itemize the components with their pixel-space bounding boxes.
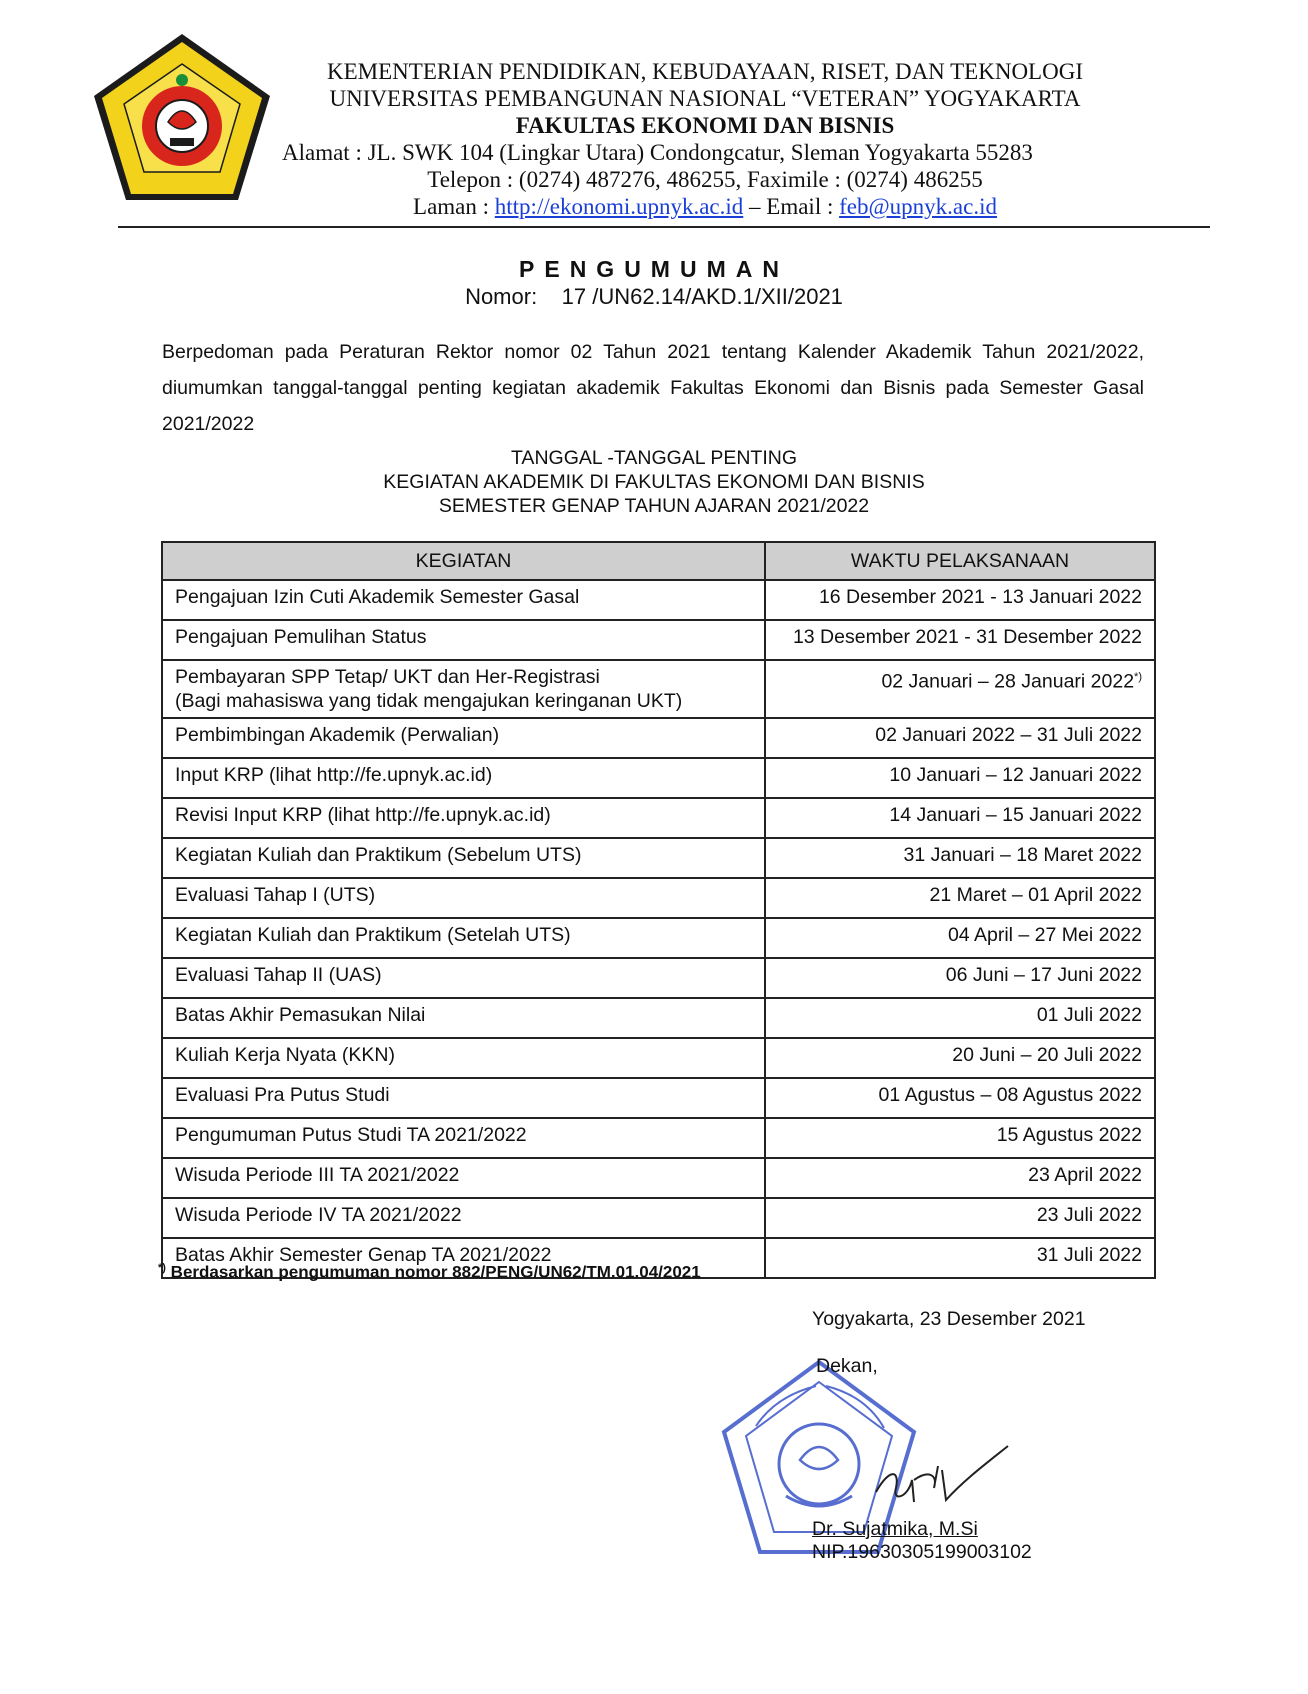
- table-row: [162, 1118, 1155, 1158]
- faculty-name: FAKULTAS EKONOMI DAN BISNIS: [515, 113, 895, 138]
- activity-note: (Bagi mahasiswa yang tidak mengajukan keringanan UKT): [175, 690, 683, 712]
- time-text: 02 Januari – 28 Januari 2022: [881, 670, 1135, 693]
- activity-cell: Pengajuan Izin Cuti Akademik Semester Gasal: [162, 580, 765, 620]
- footnote-marker: *): [158, 1262, 166, 1274]
- table-row: [162, 1078, 1155, 1118]
- table-row: [162, 1038, 1155, 1078]
- activity-cell: Pengumuman Putus Studi TA 2021/2022: [162, 1118, 765, 1158]
- time-cell: 01 Juli 2022: [765, 998, 1155, 1038]
- time-cell: 14 Januari – 15 Januari 2022: [765, 798, 1155, 838]
- time-cell: 21 Maret – 01 April 2022: [765, 878, 1155, 918]
- time-cell: [765, 660, 1155, 718]
- university-name: UNIVERSITAS PEMBANGUNAN NASIONAL “VETERAN” YOGYAKARTA: [329, 86, 1081, 111]
- activity-text: Pembayaran SPP Tetap/ UKT dan Her-Registrasi: [175, 666, 600, 688]
- activity-cell: [162, 660, 765, 718]
- table-row: [162, 958, 1155, 998]
- website-link[interactable]: http://ekonomi.upnyk.ac.id: [494, 194, 744, 219]
- letterhead-divider: [118, 226, 1210, 228]
- address-line: Alamat : JL. SWK 104 (Lingkar Utara) Condongcatur, Sleman Yogyakarta 55283: [282, 140, 1033, 165]
- activity-cell: Pembimbingan Akademik (Perwalian): [162, 718, 765, 758]
- time-cell: 10 Januari – 12 Januari 2022: [765, 758, 1155, 798]
- schedule-heading-line: SEMESTER GENAP TAHUN AJARAN 2021/2022: [438, 495, 870, 517]
- schedule-table: [161, 541, 1156, 1279]
- signatory-name: Dr. Sujatmika, M.Si: [812, 1518, 978, 1540]
- schedule-heading-line: TANGGAL -TANGGAL PENTING: [510, 447, 798, 469]
- footnote-marker: *): [1134, 671, 1142, 683]
- university-logo: [88, 30, 276, 204]
- time-cell: 01 Agustus – 08 Agustus 2022: [765, 1078, 1155, 1118]
- time-cell: 23 Juli 2022: [765, 1198, 1155, 1238]
- table-row: [162, 878, 1155, 918]
- intro-paragraph: Berpedoman pada Peraturan Rektor nomor 02 Tahun 2021 tentang Kalender Akademik Tahun 2021/2022, diumumkan tanggal-tanggal penting kegiatan akademik Fakultas Ekonomi dan Bisnis pada Semester Gasal 2021/2022: [162, 341, 1144, 435]
- activity-cell: Evaluasi Pra Putus Studi: [162, 1078, 765, 1118]
- announcement-number: Nomor: 17 /UN62.14/AKD.1/XII/2021: [465, 284, 843, 309]
- column-header-time: WAKTU PELAKSANAAN: [765, 542, 1155, 580]
- signatory-nip: NIP.19630305199003102: [812, 1541, 1032, 1563]
- email-label: – Email :: [743, 194, 840, 219]
- time-cell: 13 Desember 2021 - 31 Desember 2022: [765, 620, 1155, 660]
- table-row: [162, 998, 1155, 1038]
- letterhead: [270, 58, 1140, 220]
- table-row: [162, 798, 1155, 838]
- activity-cell: Evaluasi Tahap I (UTS): [162, 878, 765, 918]
- footnote: [158, 1262, 701, 1283]
- activity-cell: Revisi Input KRP (lihat http://fe.upnyk.ac.id): [162, 798, 765, 838]
- time-cell: 31 Januari – 18 Maret 2022: [765, 838, 1155, 878]
- activity-cell: Batas Akhir Pemasukan Nilai: [162, 998, 765, 1038]
- time-cell: 02 Januari 2022 – 31 Juli 2022: [765, 718, 1155, 758]
- ministry-name: KEMENTERIAN PENDIDIKAN, KEBUDAYAAN, RISET, DAN TEKNOLOGI: [327, 59, 1083, 84]
- activity-cell: Wisuda Periode IV TA 2021/2022: [162, 1198, 765, 1238]
- email-link[interactable]: feb@upnyk.ac.id: [839, 194, 997, 219]
- time-cell: 15 Agustus 2022: [765, 1118, 1155, 1158]
- time-cell: 31 Juli 2022: [765, 1238, 1155, 1278]
- table-row: [162, 580, 1155, 620]
- signature: [868, 1440, 1018, 1510]
- schedule-heading-line: KEGIATAN AKADEMIK DI FAKULTAS EKONOMI DAN BISNIS: [383, 471, 925, 493]
- table-row: [162, 758, 1155, 798]
- table-row: [162, 918, 1155, 958]
- time-cell: 04 April – 27 Mei 2022: [765, 918, 1155, 958]
- time-cell: 23 April 2022: [765, 1158, 1155, 1198]
- signatory-position: Dekan,: [816, 1355, 878, 1377]
- table-row: [162, 1198, 1155, 1238]
- column-header-activity: KEGIATAN: [162, 542, 765, 580]
- activity-cell: Kegiatan Kuliah dan Praktikum (Sebelum UTS): [162, 838, 765, 878]
- place-date: Yogyakarta, 23 Desember 2021: [812, 1308, 1086, 1330]
- table-row: [162, 838, 1155, 878]
- activity-cell: Input KRP (lihat http://fe.upnyk.ac.id): [162, 758, 765, 798]
- time-cell: 16 Desember 2021 - 13 Januari 2022: [765, 580, 1155, 620]
- table-row: [162, 620, 1155, 660]
- table-row: [162, 660, 1155, 718]
- footnote-text: Berdasarkan pengumuman nomor 882/PENG/UN62/TM.01.04/2021: [165, 1262, 701, 1282]
- activity-cell: Kegiatan Kuliah dan Praktikum (Setelah UTS): [162, 918, 765, 958]
- time-cell: 06 Juni – 17 Juni 2022: [765, 958, 1155, 998]
- table-row: [162, 718, 1155, 758]
- announcement-title: PENGUMUMAN: [519, 256, 789, 282]
- activity-cell: Kuliah Kerja Nyata (KKN): [162, 1038, 765, 1078]
- activity-cell: Batas Akhir Semester Genap TA 2021/2022: [162, 1238, 765, 1278]
- activity-cell: Evaluasi Tahap II (UAS): [162, 958, 765, 998]
- activity-cell: Wisuda Periode III TA 2021/2022: [162, 1158, 765, 1198]
- table-header-row: [162, 542, 1155, 580]
- contact-line: [270, 193, 1140, 220]
- activity-cell: Pengajuan Pemulihan Status: [162, 620, 765, 660]
- table-row: [162, 1158, 1155, 1198]
- web-label: Laman :: [413, 194, 495, 219]
- time-cell: 20 Juni – 20 Juli 2022: [765, 1038, 1155, 1078]
- phone-line: Telepon : (0274) 487276, 486255, Faximile : (0274) 486255: [427, 167, 983, 192]
- schedule-heading: [0, 446, 1308, 518]
